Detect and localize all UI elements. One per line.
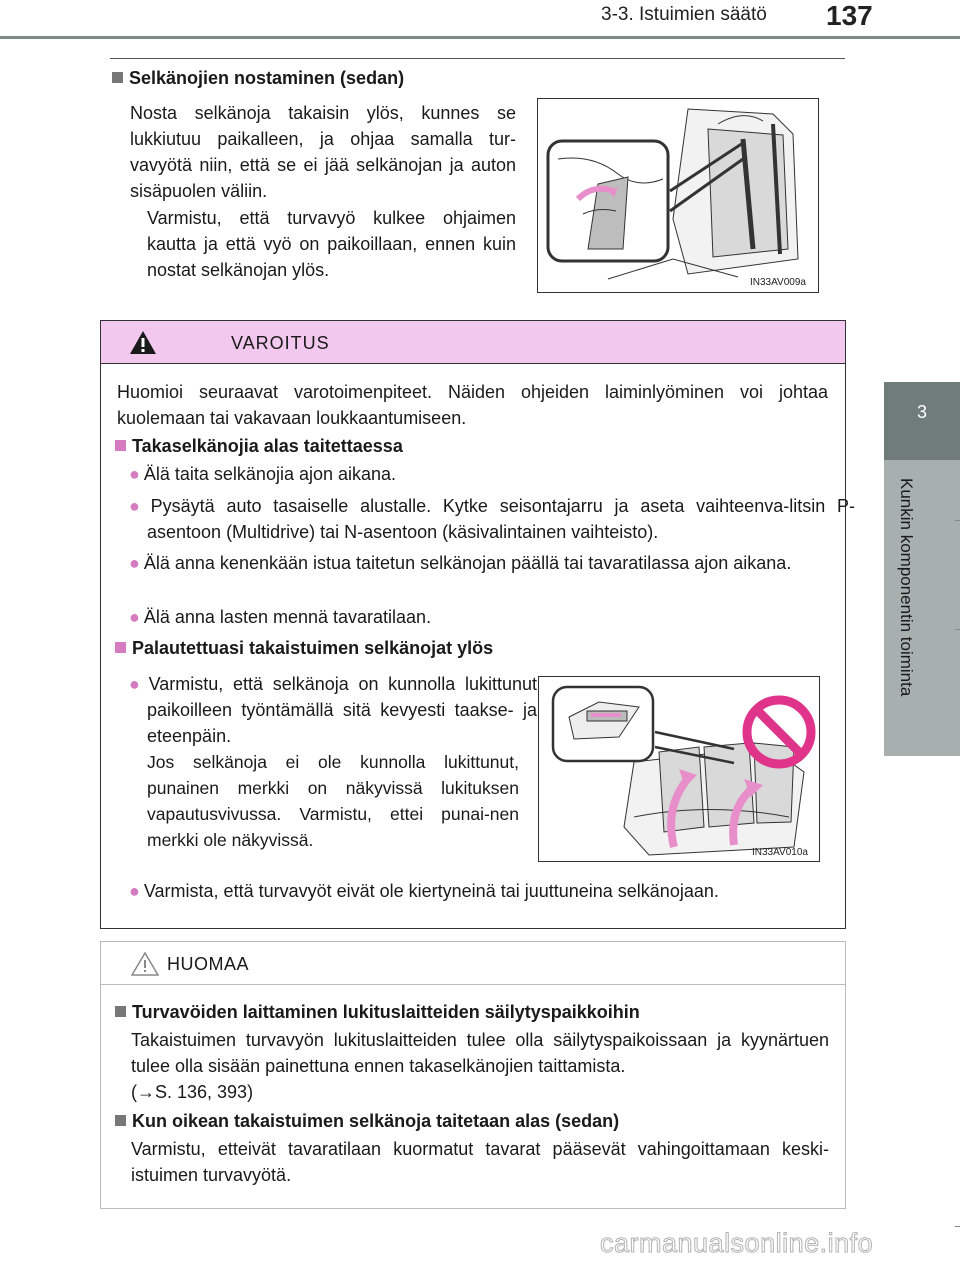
warning-bullet: ● Pysäytä auto tasaiselle alustalle. Kytke seisontajarru ja aseta vaihteenva-litsin P-asentoon (Multidrive) tai N-asentoon (käsivalintainen vaihteisto). [129,496,855,542]
circle-bullet-icon: ● [129,496,147,516]
section-note-paragraph: Varmistu, että turvavyö kulkee ohjaimen kautta ja että vyö on paikoillaan, ennen kuin nostat selkänojan ylös. [147,208,516,280]
note-box [100,941,846,1209]
square-bullet-icon [115,1006,126,1017]
note-paragraph: Takaistuimen turvavyön lukituslaitteiden tulee olla säilytyspaikoissaan ja kyynärtuen tulee olla sisään painettuna ennen takaselkänojien taittamista. [131,1030,829,1076]
running-header-section: 3-3. Istuimien säätö [601,4,767,25]
chapter-number: 3 [916,402,927,422]
circle-bullet-icon: ● [129,674,145,694]
seat-lock-illustration [539,677,819,861]
caution-triangle-icon [131,952,159,976]
edge-mark [955,629,960,630]
seat-illustration [538,99,818,292]
note-reference: (→S. 136, 393) [131,1082,254,1102]
section-paragraph: Nosta selkänoja takaisin ylös, kunnes se lukkiutuu paikalleen, ja ohjaa samalla tur-vavyötä niin, että se ei jää selkänojan ja auton sisäpuolen väliin. [130,103,516,201]
header-rule [0,36,960,39]
warning-subheading: Takaselkänojia alas taitettaessa [115,436,403,457]
warning-label: VAROITUS [231,333,330,353]
edge-mark [955,520,960,521]
square-bullet-icon [115,440,126,451]
warning-subheading: Palautettuasi takaistuimen selkänojat ylös [115,638,493,659]
section-heading: Selkänojien nostaminen (sedan) [112,68,404,89]
warning-bullet: ● Varmistu, että selkänoja on kunnolla lukittunut paikoilleen työntämällä sitä kevyesti taakse- ja eteenpäin. [129,674,537,746]
seatbelt-guide-figure [537,98,819,293]
circle-bullet-icon: ● [129,553,140,573]
page-number: 137 [826,0,873,31]
section-rule [110,58,845,59]
square-bullet-icon [112,72,123,83]
chapter-title: Kunkin komponentin toiminta [897,478,916,697]
warning-header [101,321,845,364]
warning-paragraph: Jos selkänoja ei ole kunnolla lukittunut, punainen merkki on näkyvissä lukituksen vapautusvivussa. Varmistu, ettei punai-nen merkki ole näkyvissä. [147,752,519,850]
note-label: HUOMAA [167,954,250,974]
warning-triangle-icon [129,330,157,355]
figure-code: IN33AV010a [752,847,808,858]
seat-lock-figure [538,676,820,862]
warning-box [100,320,855,929]
note-subheading: Turvavöiden laittaminen lukituslaitteiden säilytyspaikkoihin [115,1002,640,1023]
warning-bullet: ● Älä anna lasten mennä tavaratilaan. [129,607,432,627]
circle-bullet-icon: ● [129,464,140,484]
chapter-tab [884,382,960,460]
warning-bullet: ● Älä taita selkänojia ajon aikana. [129,464,397,484]
warning-bullet: ● Älä anna kenenkään istua taitetun selkänojan päällä tai tavaratilassa ajon aikana. [129,553,792,573]
note-subheading: Kun oikean takaistuimen selkänoja taitetaan alas (sedan) [115,1111,619,1132]
square-bullet-icon [115,642,126,653]
note-paragraph: Varmistu, etteivät tavaratilaan kuormatut tavarat pääsevät vahingoittamaan keski-istuimen turvavyötä. [131,1139,829,1185]
watermark: carmanualsonline.info [600,1228,874,1258]
edge-mark [955,1226,960,1227]
warning-bullet: ● Varmista, että turvavyöt eivät ole kiertyneinä tai juuttuneina selkänojaan. [129,881,719,901]
warning-intro: Huomioi seuraavat varotoimenpiteet. Näiden ohjeiden laiminlyöminen voi johtaa kuolemaan tai vakavaan loukkaantumiseen. [117,382,828,428]
circle-bullet-icon: ● [129,881,140,901]
circle-bullet-icon: ● [129,607,140,627]
figure-code: IN33AV009a [750,277,806,288]
note-header [101,942,845,985]
square-bullet-icon [115,1115,126,1126]
